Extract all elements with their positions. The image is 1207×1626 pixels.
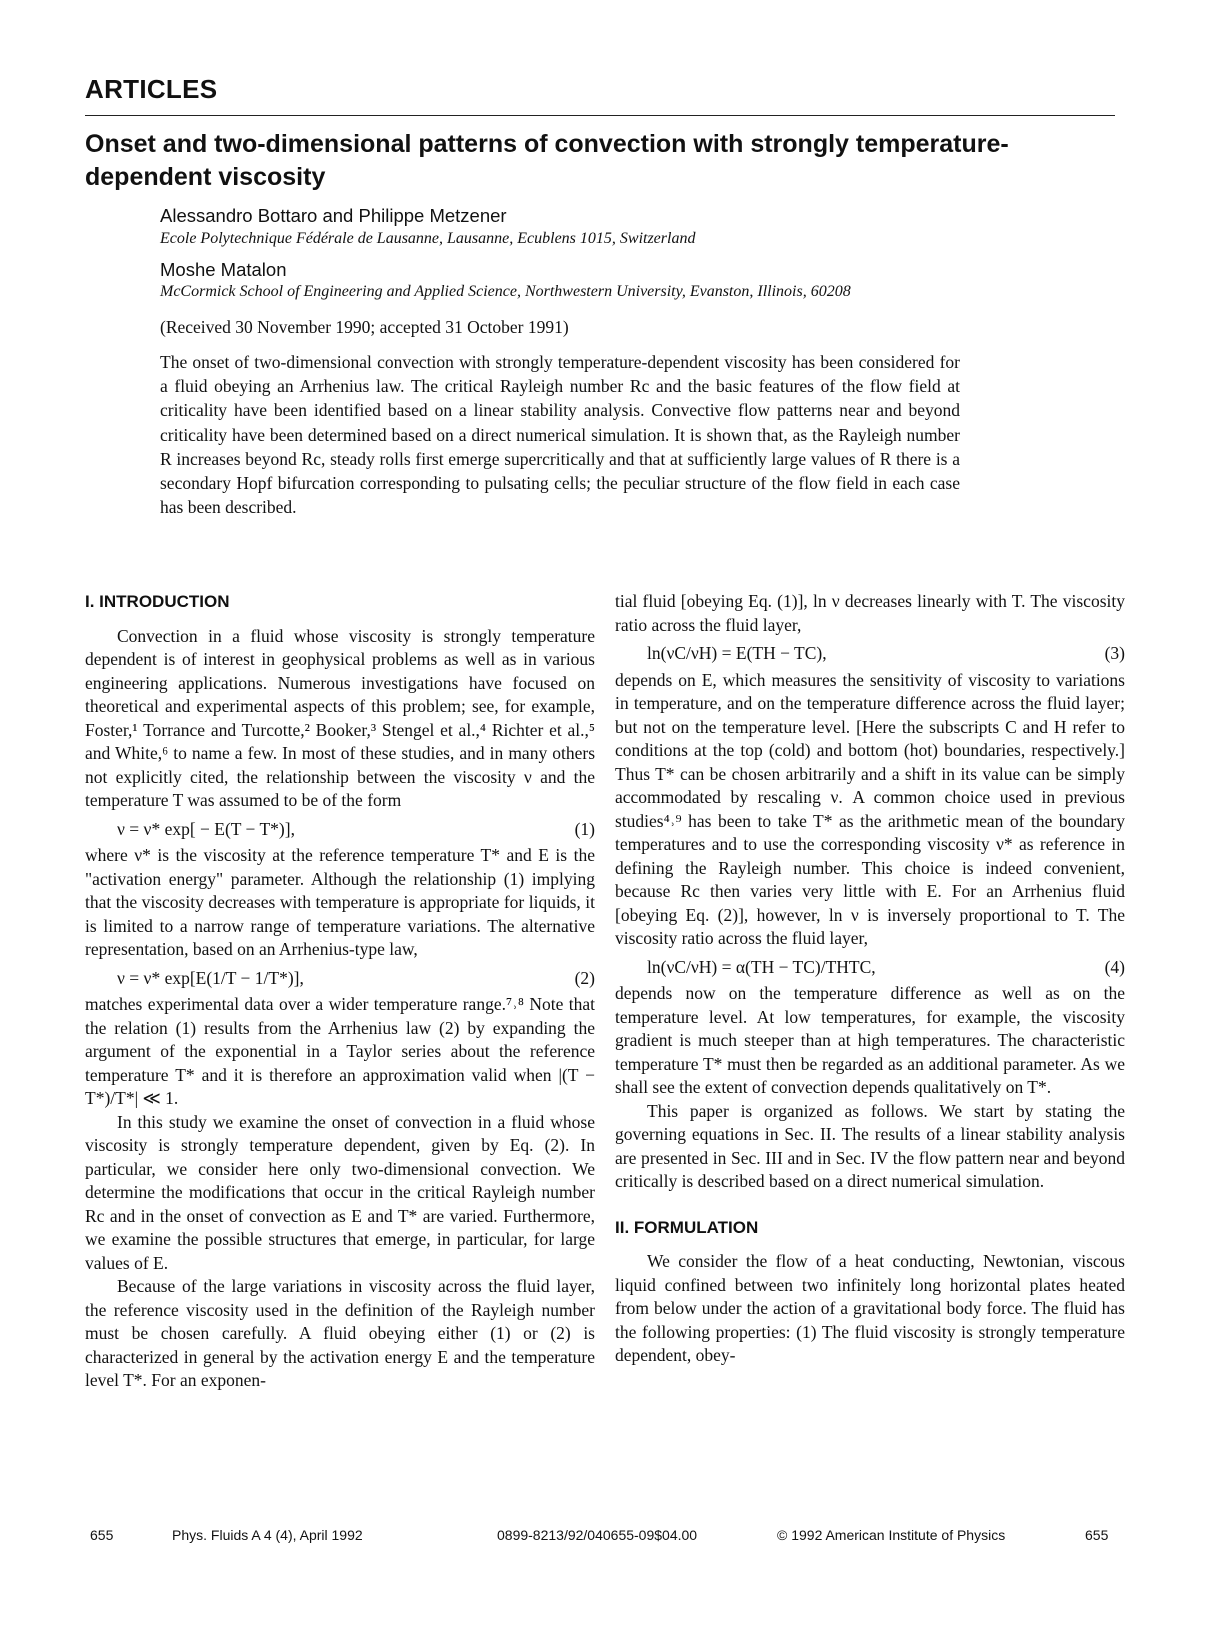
- footer-page-left: 655: [90, 1527, 114, 1543]
- received-dates: (Received 30 November 1990; accepted 31 October 1991): [160, 317, 569, 337]
- right-column: [615, 590, 1125, 1368]
- right-paragraph-1: tial fluid [obeying Eq. (1)], ln ν decreases linearly with T. The viscosity ratio across the fluid layer,: [615, 591, 1125, 635]
- equation-3-text: ln(νC/νH) = E(TH − TC),: [647, 643, 827, 663]
- equation-2: [85, 967, 595, 991]
- right-paragraph-3: depends now on the temperature difference as well as on the temperature level. At low temperatures, for example, the viscosity gradient is much steeper than at high temperatures. The characteristic temperature T* must then be regarded as an additional parameter. As we shall see the extent of convection depends qualitatively on T*.: [615, 983, 1125, 1097]
- equation-1-number: (1): [574, 818, 595, 839]
- equation-4-text: ln(νC/νH) = α(TH − TC)/THTC,: [647, 956, 876, 977]
- footer-copyright: © 1992 American Institute of Physics: [777, 1527, 1006, 1543]
- intro-heading: I. INTRODUCTION: [85, 592, 230, 611]
- equation-1: [85, 818, 595, 842]
- affiliation-1: Ecole Polytechnique Fédérale de Lausanne, Lausanne, Ecublens 1015, Switzerland: [160, 230, 696, 247]
- section-label: ARTICLES: [85, 74, 218, 104]
- equation-2-text: ν = ν* exp[E(1/T − 1/T*)],: [117, 967, 304, 988]
- equation-3: [615, 642, 1125, 666]
- affiliation-2: McCormick School of Engineering and Applied Science, Northwestern University, Evanston, Illinois, 60208: [160, 283, 851, 300]
- footer-journal: Phys. Fluids A 4 (4), April 1992: [172, 1527, 363, 1543]
- authors-1: Alessandro Bottaro and Philippe Metzener: [160, 205, 507, 226]
- right-paragraph-2: depends on E, which measures the sensitivity of viscosity to variations in temperature, and on the temperature difference across the fluid layer; but not on the temperature level. [Here the subscripts C and H refer to conditions at the top (cold) and bottom (hot) boundaries, respectively.] Thus T* can be chosen arbitrarily and a shift in its value can be simply accommodated by rescaling ν. A common choice used in previous studies⁴˒⁹ has been to take T* as the arithmetic mean of the boundary temperatures and to use the corresponding viscosity ν* as reference in defining the Rayleigh number. This choice is indeed convenient, because Rc then varies very little with E. For an Arrhenius fluid [obeying Eq. (2)], however, ln ν is inversely proportional to T. The viscosity ratio across the fluid layer,: [615, 669, 1125, 948]
- intro-paragraph-4: In this study we examine the onset of convection in a fluid whose viscosity is strongly temperature dependent, given by Eq. (2). In particular, we consider here only two-dimensional convection. We determine the modifications that occur in the critical Rayleigh number Rc and in the onset of convection as E and T* are varied. Furthermore, we examine the possible structures that emerge, in particular, for large values of E.: [85, 1111, 595, 1273]
- article-title: Onset and two-dimensional patterns of convection with strongly temperature-dependent viscosity: [85, 130, 1009, 191]
- equation-4-number: (4): [1104, 956, 1125, 977]
- formulation-paragraph-1: We consider the flow of a heat conducting, Newtonian, viscous liquid confined between two infinitely long horizontal plates heated from below under the action of a gravitational body force. The fluid has the following properties: (1) The fluid viscosity is strongly temperature dependent, obey-: [615, 1251, 1125, 1365]
- equation-2-number: (2): [574, 967, 595, 988]
- equation-3-number: (3): [1104, 643, 1125, 663]
- equation-4: [615, 956, 1125, 980]
- intro-paragraph-5: Because of the large variations in viscosity across the fluid layer, the reference viscosity used in the definition of the Rayleigh number must be chosen carefully. A fluid obeying either (1) or (2) is characterized in general by the activation energy E and the temperature level T*. For an exponen-: [85, 1276, 595, 1390]
- intro-paragraph-3: matches experimental data over a wider temperature range.⁷˒⁸ Note that the relation (1) results from the Arrhenius law (2) by expanding the argument of the exponential in a Taylor series about the reference temperature T* and it is therefore an approximation valid when |(T − T*)/T*| ≪ 1.: [85, 994, 595, 1108]
- intro-paragraph-2: where ν* is the viscosity at the reference temperature T* and E is the "activation energy" parameter. Although the relationship (1) implying that the viscosity decreases with temperature is appropriate for liquids, it is limited to a narrow range of temperature variations. The alternative representation, based on an Arrhenius-type law,: [85, 845, 595, 959]
- left-column: [85, 590, 595, 1393]
- footer-page-right: 655: [1085, 1527, 1109, 1543]
- section-gap: [615, 1194, 1125, 1216]
- footer-code: 0899-8213/92/040655-09$04.00: [497, 1527, 698, 1543]
- right-paragraph-4: This paper is organized as follows. We start by stating the governing equations in Sec. II. The results of a linear stability analysis are presented in Sec. III and in Sec. IV the flow pattern near and beyond critically is described based on a direct numerical simulation.: [615, 1100, 1125, 1191]
- equation-1-text: ν = ν* exp[ − E(T − T*)],: [117, 818, 295, 839]
- abstract: The onset of two-dimensional convection with strongly temperature-dependent viscosity has been considered for a fluid obeying an Arrhenius law. The critical Rayleigh number Rc and the basic features of the flow field at criticality have been identified based on a linear stability analysis. Convective flow patterns near and beyond criticality have been determined based on a direct numerical simulation. It is shown that, as the Rayleigh number R increases beyond Rc, steady rolls first emerge supercritically and that at sufficiently large values of R there is a secondary Hopf bifurcation corresponding to pulsating cells; the peculiar structure of the flow field in each case has been described.: [160, 352, 960, 518]
- intro-paragraph-1: Convection in a fluid whose viscosity is strongly temperature dependent is of interest in geophysical problems as well as in various engineering applications. Numerous investigations have focused on theoretical and experimental aspects of this problem; see, for example, Foster,¹ Torrance and Turcotte,² Booker,³ Stengel et al.,⁴ Richter et al.,⁵ and White,⁶ to name a few. In most of these studies, and in many others not explicitly cited, the relationship between the viscosity ν and the temperature T was assumed to be of the form: [85, 625, 595, 810]
- formulation-heading: II. FORMULATION: [615, 1217, 759, 1237]
- page-footer: [0, 1527, 1207, 1551]
- authors-2: Moshe Matalon: [160, 259, 287, 280]
- header-rule: [85, 115, 1115, 116]
